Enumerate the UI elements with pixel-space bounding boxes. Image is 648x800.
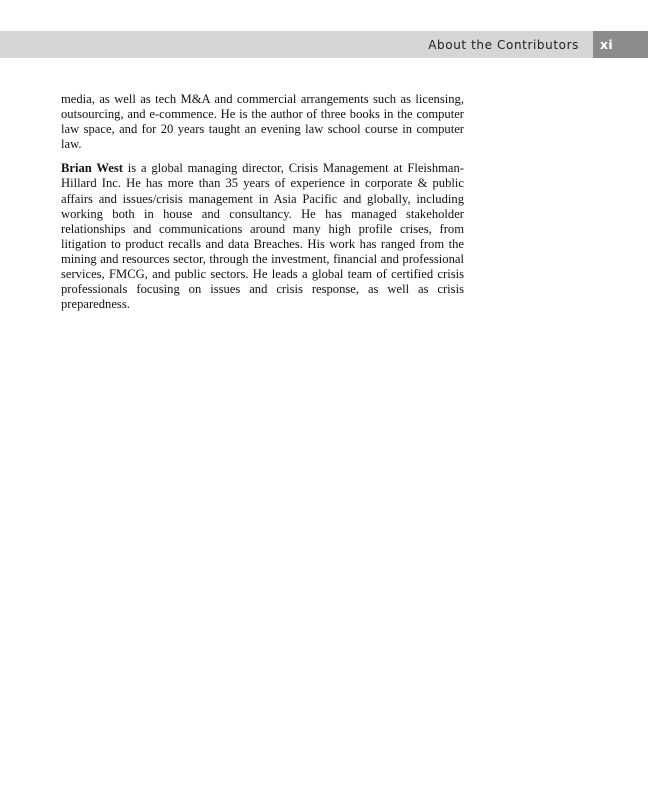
- contributors-text: [61, 92, 464, 321]
- contributor-bio-text: is a global managing director, Crisis Management at Fleishman-Hillard Inc. He has more than 35 years of experience in corporate & public affairs and issues/crisis management in Asia Pacific and globally, including working both in house and consultancy. He has managed stakeholder relationships and communications around many high profile crises, from litigation to product recalls and data Breaches. His work has ranged from the mining and resources sector, through the investment, financial and professional services, FMCG, and public sectors. He leads a global team of certified crisis professionals focusing on issues and crisis response, as well as crisis preparedness.: [61, 161, 464, 312]
- paragraph-continued-bio: media, as well as tech M&A and commercial arrangements such as licensing, outsourcing, and e-commence. He is the author of three books in the computer law space, and for 20 years taught an evening law school course in computer law.: [61, 92, 464, 152]
- running-header-title: About the Contributors: [428, 38, 579, 52]
- page-number: xi: [600, 37, 613, 52]
- contributor-name: Brian West: [61, 161, 123, 176]
- paragraph-brian-west-bio: [61, 161, 464, 312]
